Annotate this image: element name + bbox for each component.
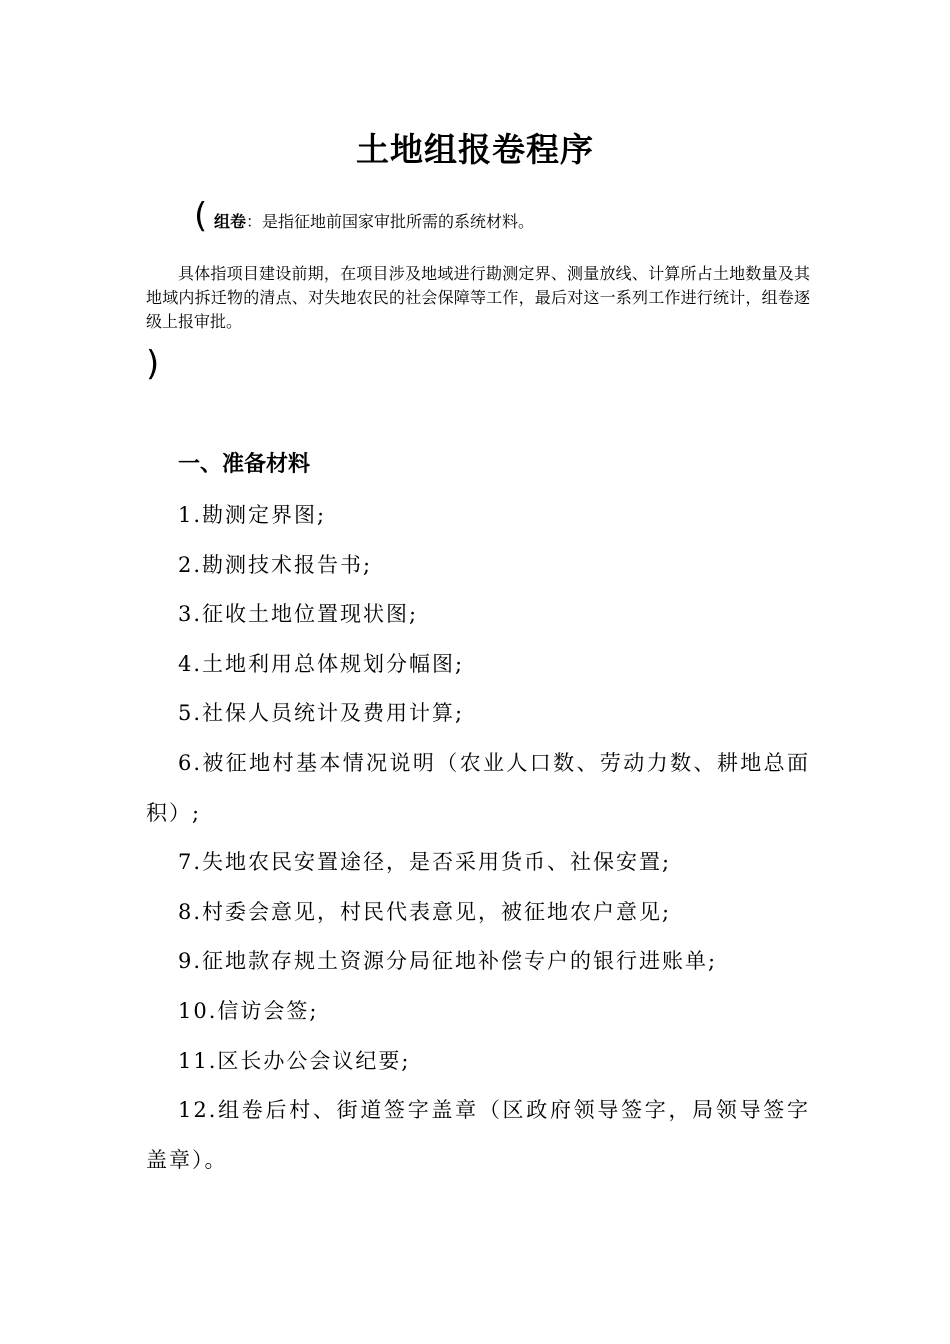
open-parenthesis: (: [194, 196, 208, 236]
list-item: 2.勘测技术报告书;: [178, 552, 373, 577]
list-item: 3.征收土地位置现状图;: [178, 602, 419, 627]
list-item: 11.区长办公会议纪要;: [178, 1048, 411, 1073]
close-parenthesis: ): [146, 344, 160, 384]
definition-text: 是指征地前国家审批所需的系统材料。: [262, 212, 535, 231]
list-item: 1.勘测定界图;: [178, 503, 327, 527]
list-item: 5.社保人员统计及费用计算;: [178, 701, 465, 726]
list-item: 8.村委会意见，村民代表意见，被征地农户意见;: [178, 899, 672, 924]
list-item: 9.征地款存规土资源分局征地补偿专户的银行进账单;: [178, 949, 718, 974]
list-item: 12.组卷后村、街道签字盖章（区政府领导签字，局领导签字盖章）。: [146, 1098, 810, 1172]
list-item: 6.被征地村基本情况说明（农业人口数、劳动力数、耕地总面积）;: [146, 750, 810, 825]
definition-colon: ：: [246, 212, 263, 231]
materials-list: [146, 491, 810, 1185]
definition-line: [214, 210, 534, 234]
definition-description: 具体指项目建设前期，在项目涉及地域进行勘测定界、测量放线、计算所占土地数量及其地域内拆迁物的清点、对失地农民的社会保障等工作，最后对这一系列工作进行统计，组卷逐级上报审批。: [146, 264, 810, 331]
page-title: 土地组报卷程序: [356, 130, 594, 169]
list-item: 7.失地农民安置途径，是否采用货币、社保安置;: [178, 850, 672, 875]
definition-term: 组卷: [214, 212, 247, 231]
list-item: 4.土地利用总体规划分幅图;: [178, 651, 465, 676]
list-item: 10.信访会签;: [178, 998, 319, 1023]
section-heading-materials: 一、准备材料: [178, 452, 311, 477]
